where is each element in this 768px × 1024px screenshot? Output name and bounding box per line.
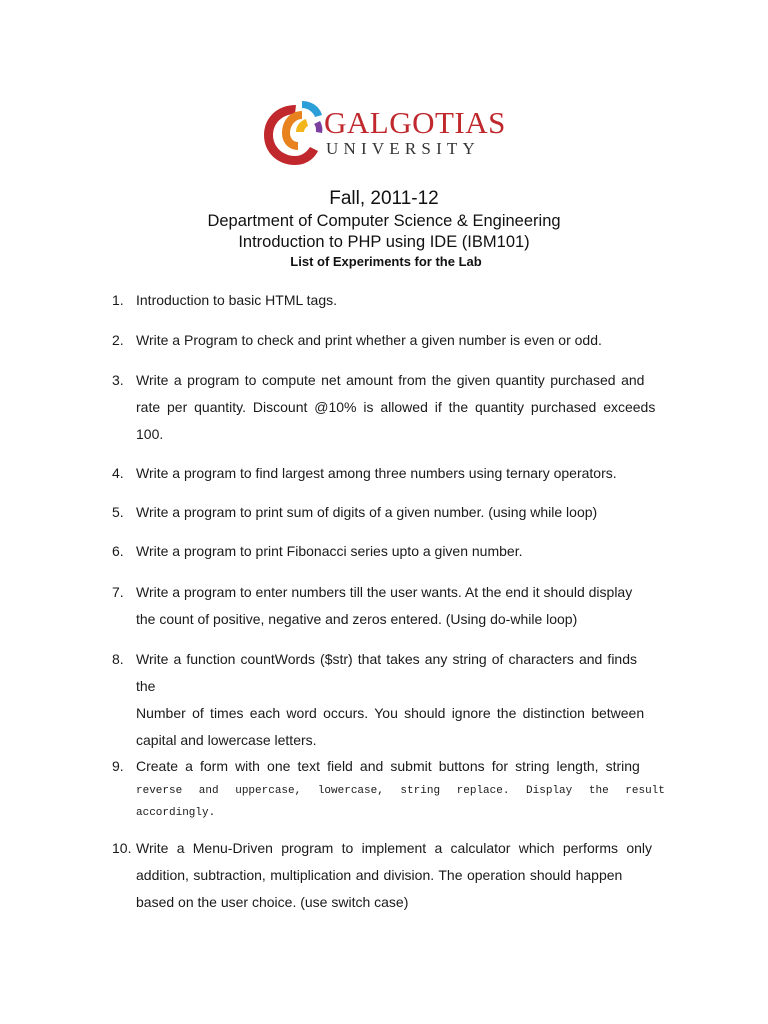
list-item — [112, 499, 678, 526]
item-text: Write a program to print sum of digits of a given number. (using while loop) — [136, 504, 598, 520]
item-number: 2. — [112, 332, 124, 348]
item-number: 6. — [112, 543, 124, 559]
list-title: List of Experiments for the Lab — [290, 254, 482, 269]
course-heading: Introduction to PHP using IDE (IBM101) — [238, 233, 530, 251]
item-text-line: accordingly. — [136, 807, 216, 819]
item-number: 8. — [112, 651, 124, 667]
logo-name: GALGOTIAS — [324, 105, 506, 140]
item-text-line: reverse and uppercase, lowercase, string replace. Display the result — [136, 785, 665, 797]
item-text: Write a program to print Fibonacci series upto a given number. — [136, 543, 523, 559]
item-text-line: 100. — [136, 426, 164, 442]
list-item — [112, 753, 678, 824]
item-text-line: Write a Menu-Driven program to implement a calculator which performs only — [136, 840, 653, 856]
item-text-line: capital and lowercase letters. — [136, 732, 317, 748]
item-number: 1. — [112, 292, 124, 308]
item-text-line: Write a program to enter numbers till the user wants. At the end it should display — [136, 584, 633, 600]
item-text-line: based on the user choice. (use switch case) — [136, 894, 409, 910]
item-text: Write a program to find largest among three numbers using ternary operators. — [136, 465, 617, 481]
item-text-line: the count of positive, negative and zeros entered. (Using do-while loop) — [136, 611, 578, 627]
department-heading: Department of Computer Science & Engineering — [207, 212, 561, 230]
item-text-line: addition, subtraction, multiplication and division. The operation should happen — [136, 867, 623, 883]
item-text-line: Write a program to compute net amount from the given quantity purchased and — [136, 372, 645, 388]
item-number: 10. — [112, 840, 132, 856]
list-item — [112, 327, 678, 354]
list-item-continuation — [136, 700, 678, 754]
item-number: 5. — [112, 504, 124, 520]
list-item — [112, 579, 678, 633]
item-text-line: rate per quantity. Discount @10% is allowed if the quantity purchased exceeds — [136, 399, 656, 415]
item-text-line: the — [136, 678, 156, 694]
item-number: 7. — [112, 584, 124, 600]
item-text: Introduction to basic HTML tags. — [136, 292, 338, 308]
logo-subtitle: UNIVERSITY — [326, 139, 480, 158]
item-text-line: Number of times each word occurs. You should ignore the distinction between — [136, 705, 645, 721]
list-item — [112, 460, 678, 487]
list-item — [112, 646, 678, 700]
list-item — [112, 287, 678, 314]
item-number: 3. — [112, 372, 124, 388]
item-text-line: Create a form with one text field and submit buttons for string length, string — [136, 758, 640, 774]
item-text: Write a Program to check and print whether a given number is even or odd. — [136, 332, 602, 348]
list-item — [112, 538, 678, 565]
item-text-line: Write a function countWords ($str) that takes any string of characters and finds — [136, 651, 637, 667]
list-item — [112, 367, 678, 448]
item-number: 4. — [112, 465, 124, 481]
list-item — [112, 835, 678, 916]
term-heading: Fall, 2011-12 — [329, 188, 439, 209]
item-number: 9. — [112, 758, 124, 774]
